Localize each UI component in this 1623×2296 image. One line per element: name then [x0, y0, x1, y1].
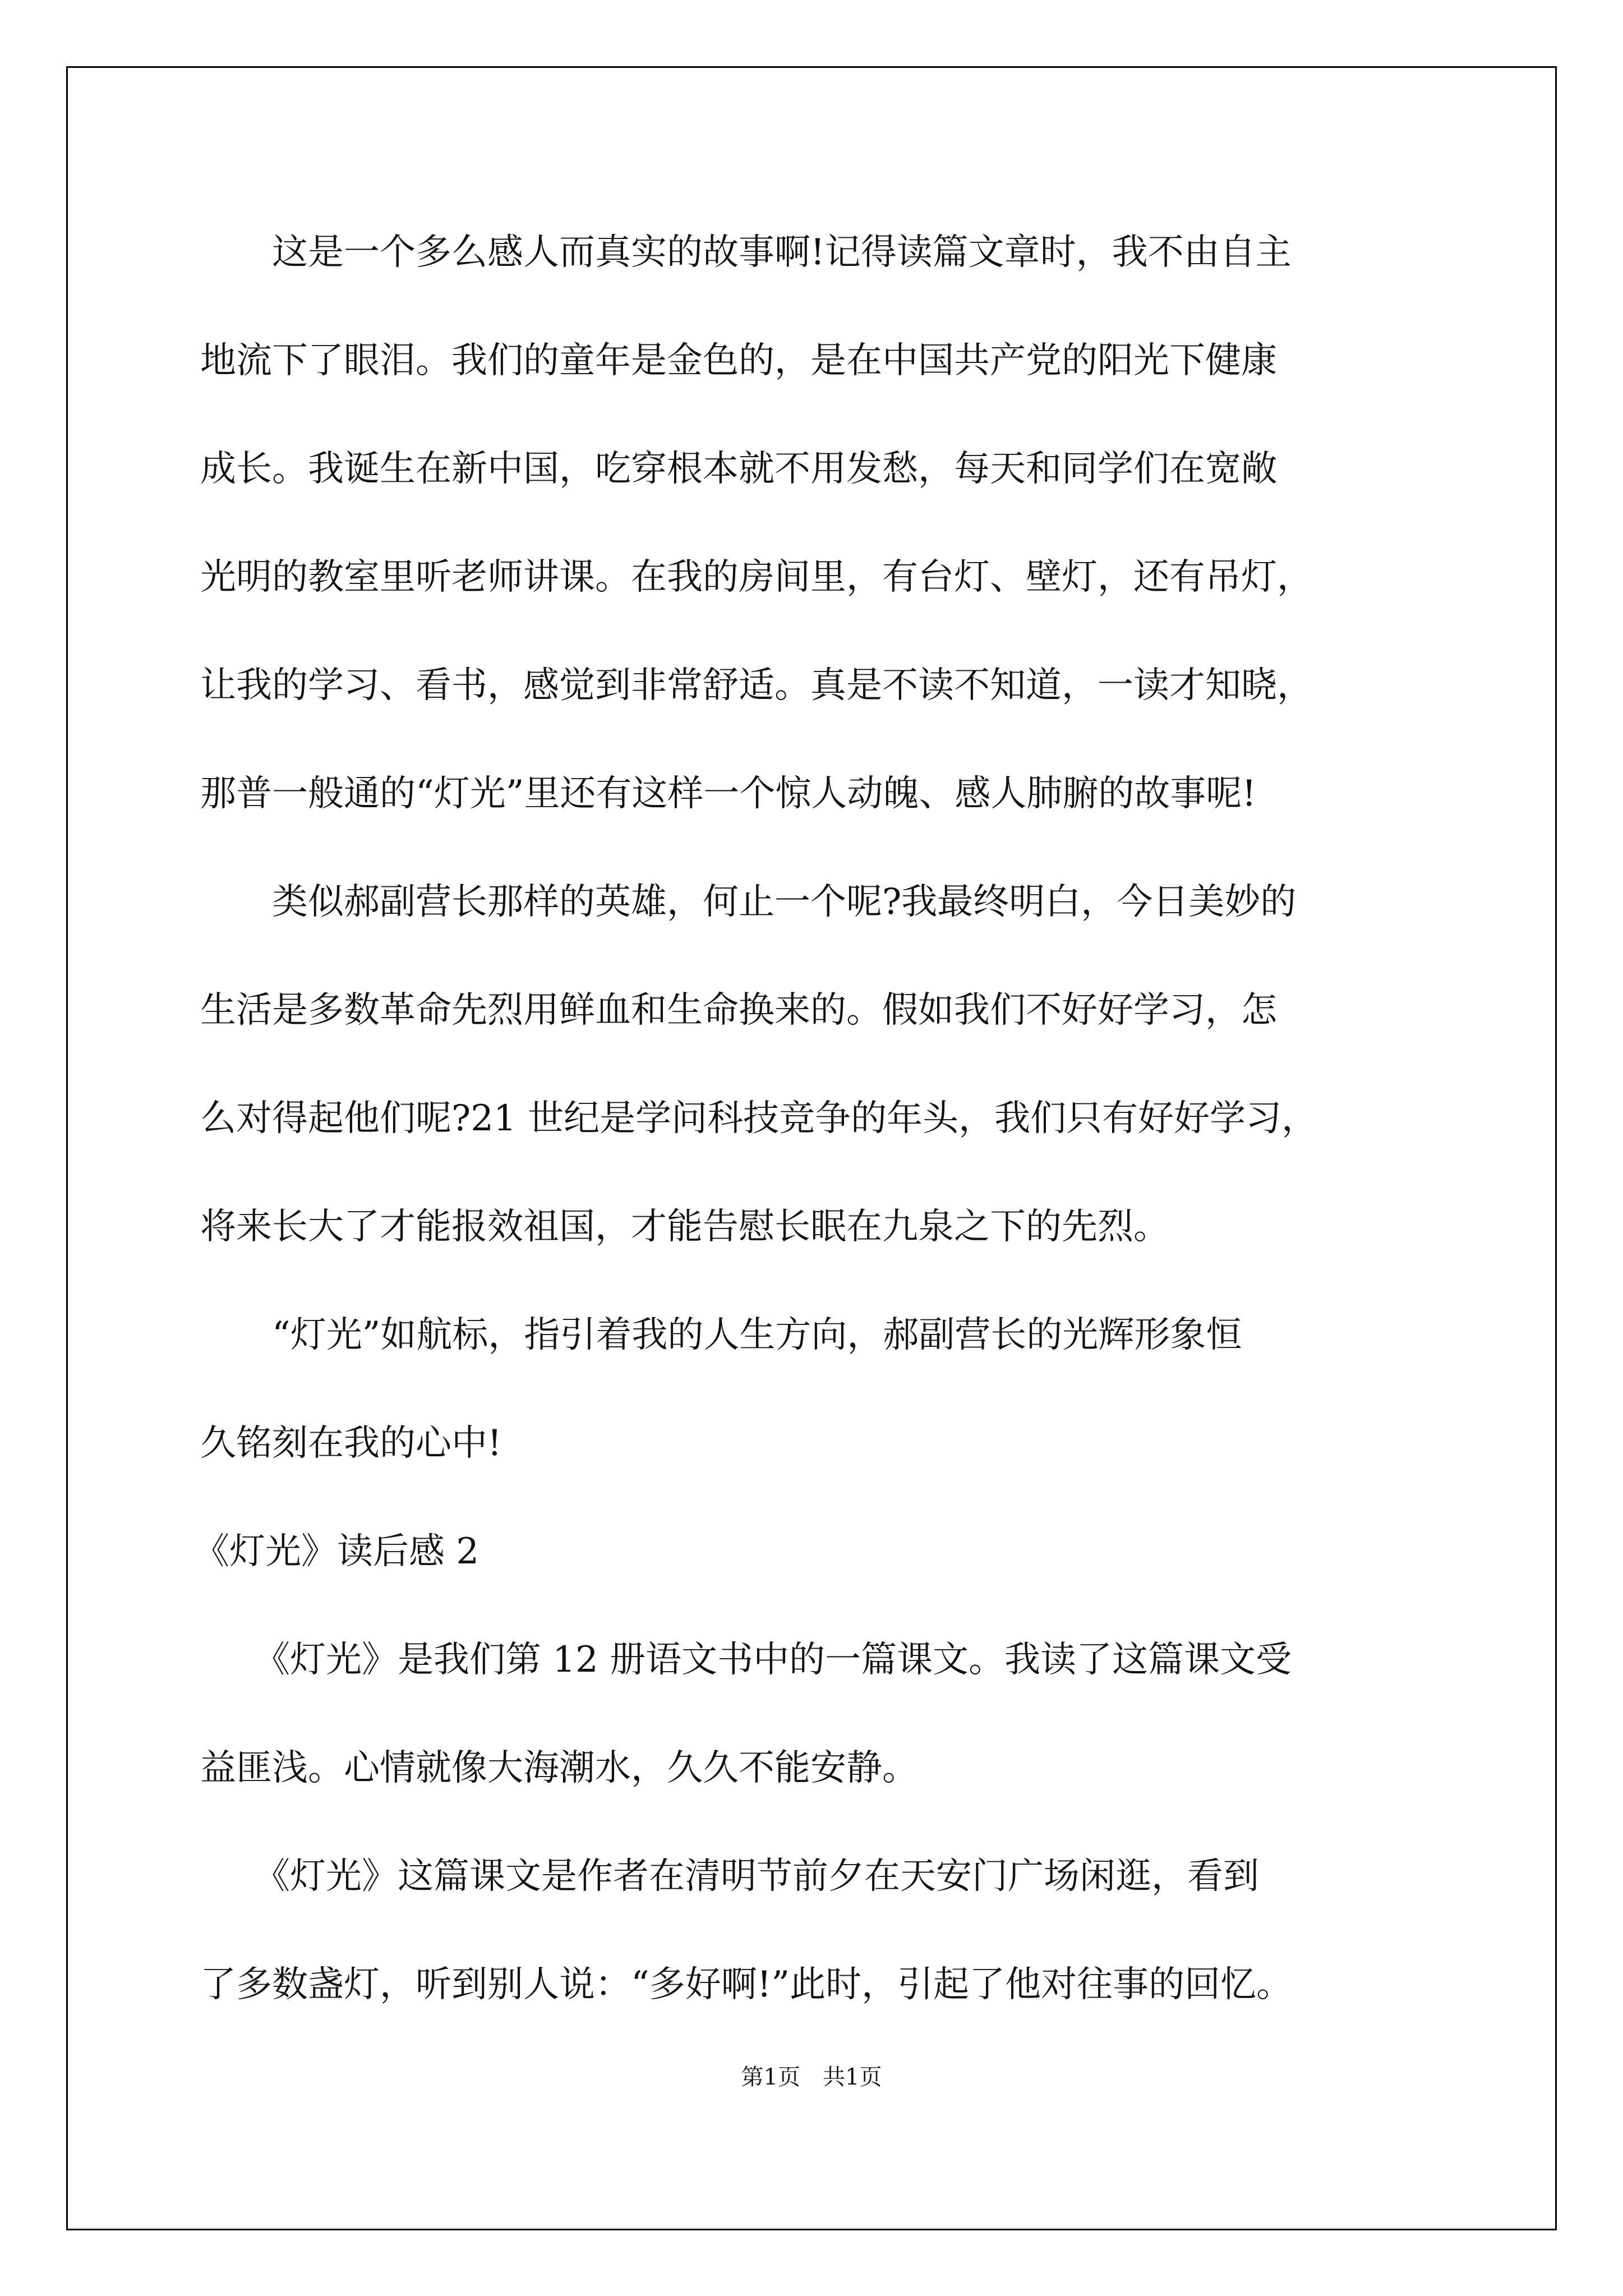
paragraph-line: 益匪浅。心情就像大海潮水，久久不能安静。 [200, 1747, 918, 1789]
paragraph-line: 久铭刻在我的心中! [200, 1423, 502, 1464]
document-body [193, 222, 1434, 2062]
paragraph-line: 那普一般通的“灯光”里还有这样一个惊人动魄、感人肺腑的故事呢! [200, 773, 1257, 815]
paragraph-line: 成长。我诞生在新中国，吃穿根本就不用发愁，每天和同学们在宽敞 [200, 448, 1277, 490]
paragraph-line: 《灯光》这篇课文是作者在清明节前夕在天安门广场闲逛，看到 [200, 1856, 1259, 1897]
paragraph-line: 么对得起他们呢?21 世纪是学问科技竞争的年头，我们只有好好学习， [200, 1098, 1318, 1139]
paragraph-line: 《灯光》是我们第 12 册语文书中的一篇课文。我读了这篇课文受 [200, 1639, 1292, 1681]
paragraph-line: 类似郝副营长那样的英雄，何止一个呢?我最终明白，今日美妙的 [200, 881, 1297, 923]
page-footer: 第1页 共1页 [741, 2064, 882, 2090]
section-heading: 《灯光》读后感 2 [193, 1531, 479, 1572]
paragraph-line: 将来长大了才能报效祖国，才能告慰长眠在九泉之下的先烈。 [200, 1206, 1169, 1248]
paragraph-line: 生活是多数革命先烈用鲜血和生命换来的。假如我们不好好学习，怎 [200, 990, 1277, 1031]
paragraph-line: 让我的学习、看书，感觉到非常舒适。真是不读不知道，一读才知晓， [200, 665, 1313, 706]
paragraph-line: 了多数盏灯，听到别人说：“多好啊!”此时，引起了他对往事的回忆。 [200, 1964, 1293, 2005]
paragraph-line: 光明的教室里听老师讲课。在我的房间里，有台灯、壁灯，还有吊灯， [200, 556, 1313, 598]
paragraph-line: “灯光”如航标，指引着我的人生方向，郝副营长的光辉形象恒 [200, 1314, 1242, 1356]
paragraph-line: 这是一个多么感人而真实的故事啊!记得读篇文章时，我不由自主 [200, 232, 1292, 273]
paragraph-line: 地流下了眼泪。我们的童年是金色的，是在中国共产党的阳光下健康 [200, 340, 1277, 381]
